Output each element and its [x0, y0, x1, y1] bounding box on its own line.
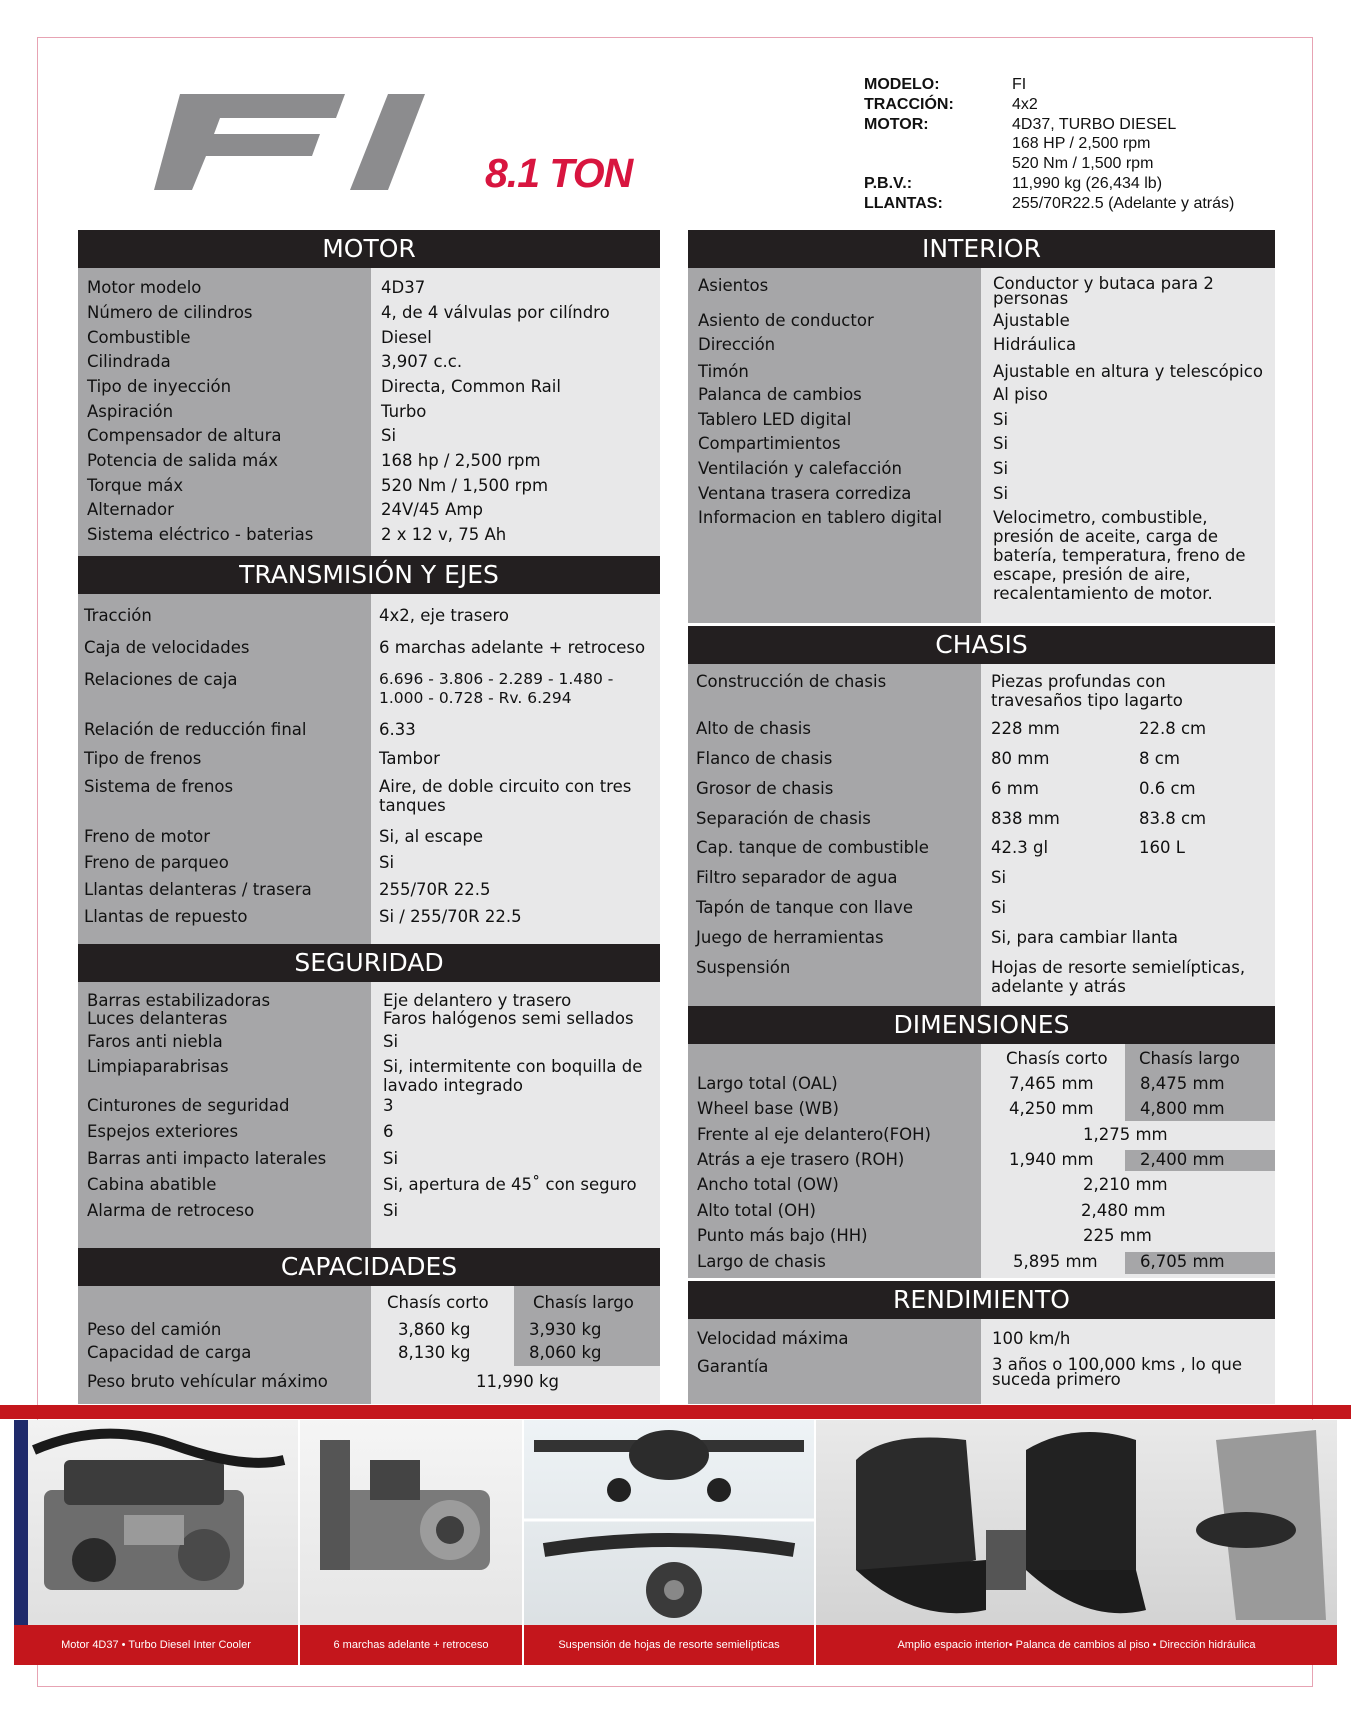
section-motor: MOTOR Motor modelo 4D37 Número de cilindros 4, de 4 válvulas por cilíndro Combustible Diesel Cilindrada 3,907 c.c. Tipo de inyección Directa, Common Rail Aspiración Turbo Compensador de altura Si Potencia de salida máx 168 hp / 2,500 rpm Torque máx 520 Nm / 1,500 rpm Alternador 24V/45 Amp Sistema eléctrico - baterias 2 x 12 v, 75 Ah	[78, 230, 660, 588]
section-interior: INTERIOR Asientos Conductor y butaca para 2 personas Asiento de conductor Ajustable Dirección Hidráulica Timón Ajustable en altura y telescópico Palanca de cambios Al piso Tablero LED digital Si Compartimientos Si Ventilación y calefacción Si Ventana trasera corrediza Si Informacion en tablero digital Velocimetro, combustible, presión de aceite, carga de batería, temperatura, freno de escape, presión de aire, recalentamiento de motor.	[688, 230, 1275, 623]
section-seguridad: SEGURIDAD Barras estabilizadoras Eje delantero y trasero Luces delanteras Faros halógenos semi sellados Faros anti niebla Si Limpiaparabrisas Si, intermitente con boquilla de lavado integrado Cinturones de seguridad 3 Espejos exteriores 6 Barras anti impacto laterales Si Cabina abatible Si, apertura de 45˚ con seguro Alarma de retroceso Si	[78, 944, 660, 1248]
photo-strip	[14, 1420, 1337, 1665]
section-title: CHASIS	[688, 626, 1275, 664]
spec-value: 520 Nm / 1,500 rpm	[1012, 155, 1154, 173]
spec-label: MODELO:	[864, 76, 940, 93]
section-title: CAPACIDADES	[78, 1248, 660, 1286]
spec-value: FI	[1012, 76, 1027, 93]
section-title: MOTOR	[78, 230, 660, 268]
interior-photo	[816, 1420, 1337, 1665]
section-rendimiento: RENDIMIENTO Velocidad máxima 100 km/h Garantía 3 años o 100,000 kms , lo que suceda primero	[688, 1281, 1275, 1404]
spec-label: P.B.V.:	[864, 175, 913, 192]
divider-bar	[0, 1405, 1351, 1419]
fi-logo	[150, 88, 485, 193]
photo-caption: Suspensión de hojas de resorte semielípticas	[524, 1625, 814, 1665]
spec-value: 4D37, TURBO DIESEL	[1012, 115, 1177, 133]
section-title: TRANSMISIÓN Y EJES	[78, 556, 660, 594]
section-title: SEGURIDAD	[78, 944, 660, 982]
gearbox-photo	[300, 1420, 522, 1665]
photo-caption: Motor 4D37 • Turbo Diesel Inter Cooler	[14, 1625, 298, 1665]
spec-value: 4x2	[1012, 95, 1038, 113]
spec-value: 168 HP / 2,500 rpm	[1012, 135, 1151, 153]
section-dimensiones: DIMENSIONES Chasís corto Chasís largo Largo total (OAL) 7,465 mm 8,475 mm Wheel base (WB) 4,250 mm 4,800 mm Frente al eje delantero(FOH) 1,275 mm Atrás a eje trasero (ROH) 1,940 mm 2,400 mm Ancho total (OW) 2,210 mm Alto total (OH) 2,480 mm Punto más bajo (HH) 225 mm Largo de chasis 5,895 mm 6,705 mm	[688, 1006, 1275, 1278]
section-title: INTERIOR	[688, 230, 1275, 268]
section-title: RENDIMIENTO	[688, 1281, 1275, 1319]
spec-label: LLANTAS:	[864, 194, 943, 212]
tonnage-label: 8.1 TON	[485, 150, 633, 196]
spec-label: MOTOR:	[864, 115, 929, 133]
photo-caption: Amplio espacio interior• Palanca de cambios al piso • Dirección hidráulica	[816, 1625, 1337, 1665]
section-chasis: CHASIS Construcción de chasis Piezas profundas con travesaños tipo lagarto Alto de chasis 228 mm 22.8 cm Flanco de chasis 80 mm 8 cm Grosor de chasis 6 mm 0.6 cm Separación de chasis 838 mm 83.8 cm Cap. tanque de combustible 42.3 gl 160 L Filtro separador de agua Si Tapón de tanque con llave Si Juego de herramientas Si, para cambiar llanta Suspensión Hojas de resorte semielípticas, adelante y atrás	[688, 626, 1275, 1009]
spec-value: 255/70R22.5 (Adelante y atrás)	[1012, 194, 1235, 212]
suspension-photo	[524, 1420, 814, 1665]
section-title: DIMENSIONES	[688, 1006, 1275, 1044]
section-transmision: TRANSMISIÓN Y EJES Tracción 4x2, eje trasero Caja de velocidades 6 marchas adelante + retroceso Relaciones de caja 6.696 - 3.806 - 2.289 - 1.480 - 1.000 - 0.728 - Rv. 6.294 Relación de reducción final 6.33 Tipo de frenos Tambor Sistema de frenos Aire, de doble circuito con tres tanques Freno de motor Si, al escape Freno de parqueo Si Llantas delanteras / trasera 255/70R 22.5 Llantas de repuesto Si / 255/70R 22.5	[78, 556, 660, 944]
section-capacidades: CAPACIDADES Chasís corto Chasís largo Peso del camión 3,860 kg 3,930 kg Capacidad de carga 8,130 kg 8,060 kg Peso bruto vehícular máximo 11,990 kg	[78, 1248, 660, 1404]
spec-label: TRACCIÓN:	[864, 95, 954, 113]
photo-caption: 6 marchas adelante + retroceso	[300, 1625, 522, 1665]
engine-photo	[14, 1420, 298, 1665]
spec-value: 11,990 kg (26,434 lb)	[1012, 175, 1163, 192]
